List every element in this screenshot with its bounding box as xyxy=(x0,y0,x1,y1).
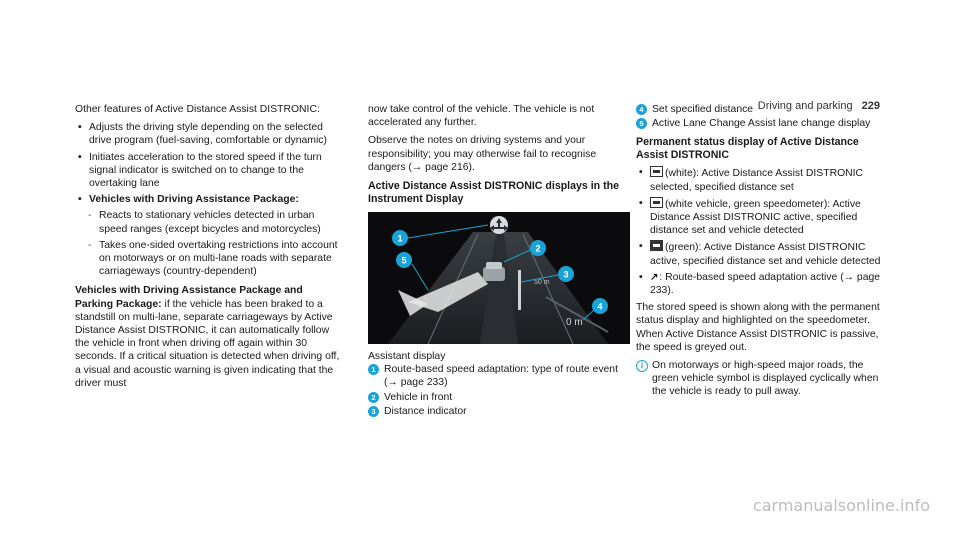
number-badge: 2 xyxy=(368,392,379,403)
legend-item: 4 Set specified distance xyxy=(636,103,886,116)
info-note: i On motorways or high-speed major roads, the green vehicle symbol is displayed cyclically when the vehicle is ready to pull away. xyxy=(636,359,886,399)
control-text: now take control of the vehicle. The vehicle is not accelerated any further. xyxy=(368,104,595,129)
route-speed-icon: ↗ xyxy=(650,271,659,283)
navigation-icon xyxy=(490,216,508,234)
dash-item: - Reacts to stationary vehicles detected in urban speed ranges (except bicycles and motorcycles) xyxy=(75,209,343,235)
legend-item: 1 Route-based speed adaptation: type of route event (→ page 233) xyxy=(368,363,630,389)
observe-text: Observe the notes on driving systems and your responsibility; you may otherwise fail to recognise dangers (→ page 216). xyxy=(368,135,597,173)
vehicle-green-icon xyxy=(650,240,663,251)
vehicle-in-front xyxy=(483,267,505,281)
speed-label: 50 m xyxy=(534,279,550,287)
svg-text:3: 3 xyxy=(563,269,569,280)
status-item: • (white): Active Distance Assist DISTRONIC selected, specified distance set xyxy=(636,166,886,193)
column-2 xyxy=(368,103,630,419)
legend-item: 2 Vehicle in front xyxy=(368,391,630,404)
parking-paragraph xyxy=(75,284,343,390)
bullet-item: • Initiates acceleration to the stored speed if the turn signal indicator is switched on to change to the overtaking lane xyxy=(75,151,343,191)
column-3 xyxy=(636,103,886,399)
vehicle-white-speedometer-icon xyxy=(650,197,663,208)
svg-text:5: 5 xyxy=(401,255,407,266)
number-badge: 3 xyxy=(368,406,379,417)
caption-title: Assistant display xyxy=(368,351,446,363)
page-number: 229 xyxy=(861,100,880,112)
column-1 xyxy=(75,103,343,395)
header-title: Driving and parking xyxy=(757,100,853,112)
vehicle-white-icon xyxy=(650,166,663,177)
bullet-item: • Adjusts the driving style depending on the selected drive program (fuel-saving, comfortable or dynamic) xyxy=(75,121,343,147)
svg-text:2: 2 xyxy=(535,243,541,254)
display-heading: Active Distance Assist DISTRONIC displays in the Instrument Display xyxy=(368,180,619,206)
distance-label: 0 m xyxy=(566,317,583,329)
number-badge: 5 xyxy=(636,118,647,129)
parking-paragraph-text: if the vehicle has been braked to a standstill on multi-lane, separate carriageways by Active Distance Assist DISTRONIC, it can automatically follow the vehicle in front when driving off again within 30 seconds. If a critical situation is detected when driving off, a visual and acoustic warning is given indicating that the driver must xyxy=(75,298,340,389)
intro-text: Other features of Active Distance Assist DISTRONIC: xyxy=(75,104,320,115)
dash-item: - Takes one-sided overtaking restrictions into account on motorways or on multi-lane roads with separate carriageways (country-dependent) xyxy=(75,239,343,279)
stored-speed-text: The stored speed is shown along with the permanent status display and highlighted on the speedometer. When Active Distance Assist DISTRONIC is passive, the speed is greyed out. xyxy=(636,302,880,353)
number-badge: 1 xyxy=(368,364,379,375)
status-item: • ↗: Route-based speed adaptation active (→ page 233). xyxy=(636,271,886,297)
svg-text:4: 4 xyxy=(597,301,603,312)
legend-item: 3 Distance indicator xyxy=(368,405,630,418)
assistant-display-image xyxy=(368,212,630,344)
distance-indicator xyxy=(518,270,521,310)
number-badge: 4 xyxy=(636,104,647,115)
watermark: carmanualsonline.info xyxy=(752,496,930,515)
info-icon: i xyxy=(636,360,648,372)
legend-item: 5 Active Lane Change Assist lane change display xyxy=(636,117,886,130)
package-heading: • Vehicles with Driving Assistance Package: xyxy=(75,193,343,206)
status-item: • (green): Active Distance Assist DISTRONIC active, specified distance set and vehicle detected xyxy=(636,240,886,267)
status-heading: Permanent status display of Active Distance Assist DISTRONIC xyxy=(636,136,859,162)
status-item: • (white vehicle, green speedometer): Active Distance Assist DISTRONIC active, specified distance set and vehicle detected xyxy=(636,197,886,238)
svg-text:1: 1 xyxy=(397,233,403,244)
parking-paragraph-bold: Vehicles with Driving Assistance Package and Parking Package: xyxy=(75,285,303,310)
